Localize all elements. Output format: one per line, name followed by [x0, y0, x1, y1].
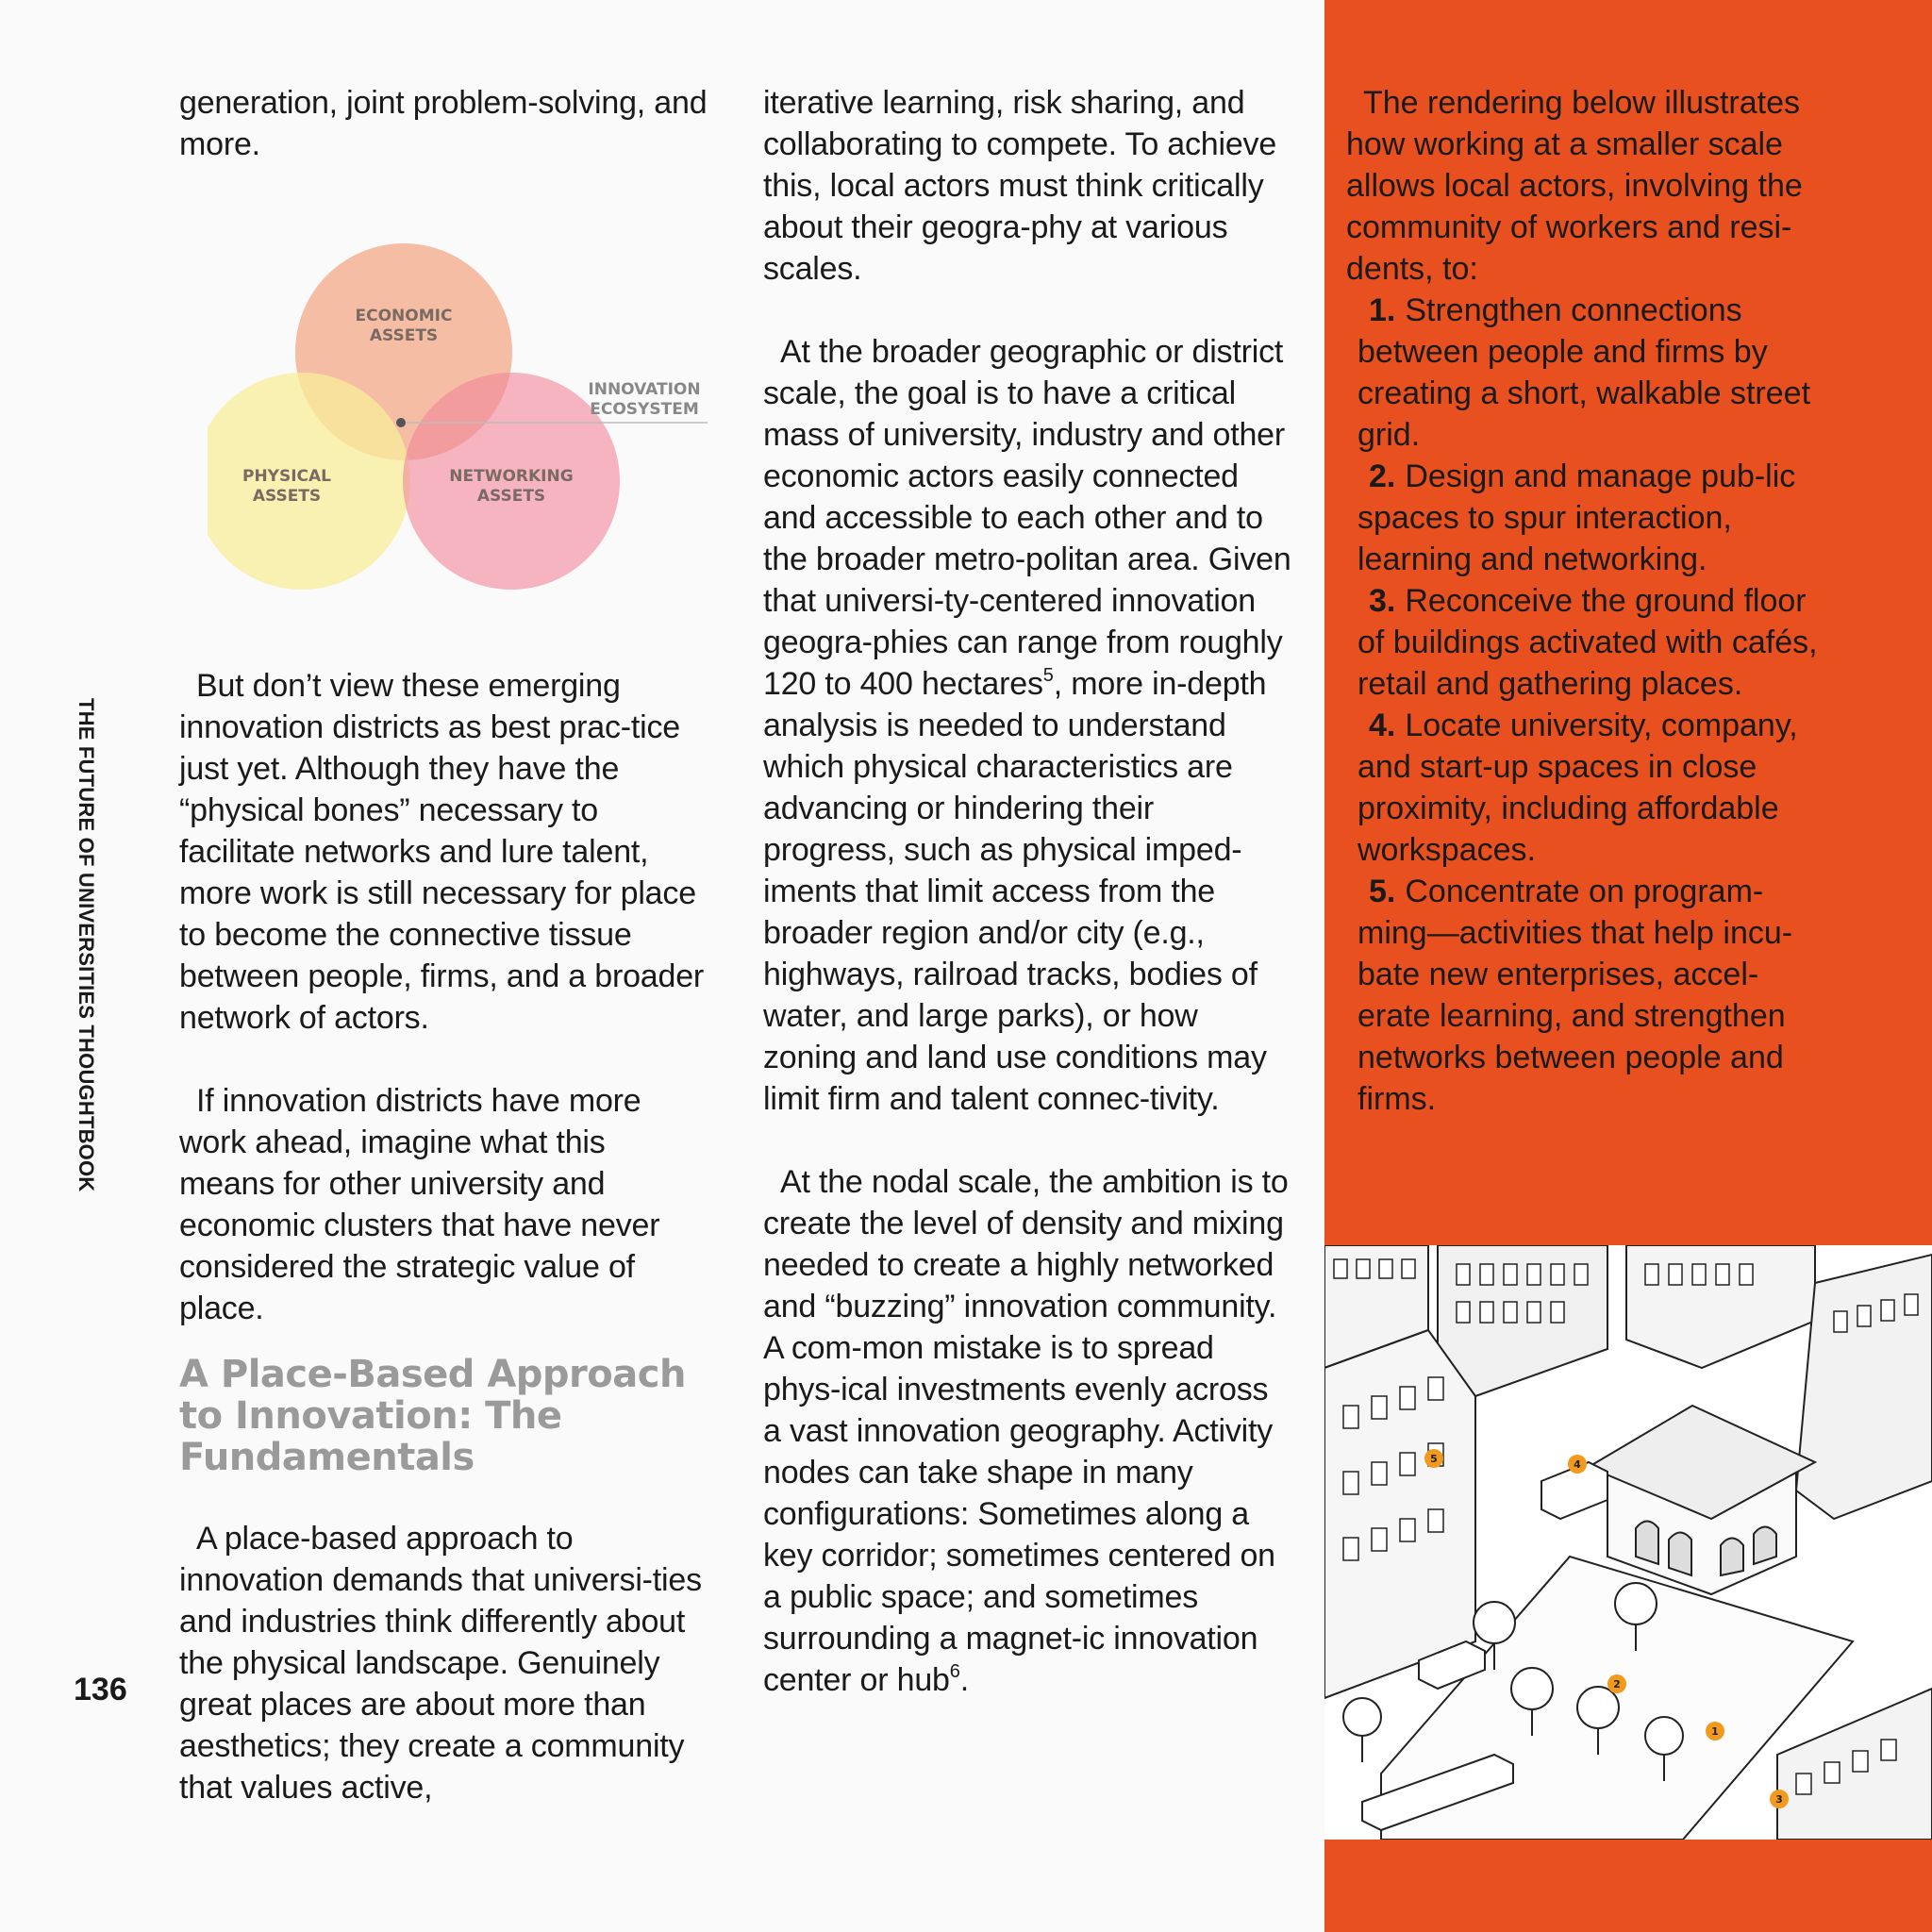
list-item: [1346, 871, 1827, 1120]
col1-paragraph-1: But don’t view these emerging innovation districts as best prac-tice just yet. Although they have the “physical bones” necessary to facilitate networks and lure talent, more work is still necessary for place to become the connective tissue between people, firms, and a broader network of actors.: [179, 668, 705, 1036]
economic-label-1: ECONOMIC: [355, 307, 453, 325]
physical-label-2: ASSETS: [252, 487, 322, 506]
list-number: 3.: [1369, 583, 1396, 619]
building-left: [1324, 1330, 1475, 1698]
list-text: Strengthen connections between people and firms by creating a short, walkable street grid.: [1357, 292, 1811, 453]
street-rendering-illustration: [1324, 1245, 1932, 1840]
list-item: [1346, 580, 1827, 705]
marker-4: 4: [1574, 1458, 1581, 1471]
col2-p1-text-a: At the broader geographic or district scale, the goal is to have a critical mass of university, industry and other economic actors easily connected and accessible to each other and to the broader metro-politan area. Given that universi-ty-centered innovation geogra-phies can range from roughly 120 to 400 hectares: [763, 334, 1291, 702]
list-number: 2.: [1369, 458, 1396, 494]
marker-1: 1: [1711, 1725, 1719, 1738]
col2-p2-text-b: .: [959, 1662, 969, 1698]
list-number: 4.: [1369, 708, 1396, 743]
list-text: Reconceive the ground floor of buildings activated with cafés, retail and gathering places.: [1357, 583, 1818, 702]
ecosystem-label-1: INNOVATION: [588, 380, 701, 399]
list-item: [1346, 290, 1827, 456]
list-item: [1346, 705, 1827, 871]
col1-paragraph-3: A place-based approach to innovation demands that universi-ties and industries think differently about the physical landscape. Genuinely great places are about more than aesthetics; they create a community that values active,: [179, 1521, 702, 1806]
footnote-6: 6: [949, 1661, 960, 1682]
col2-p1-text-b: , more in-depth analysis is needed to understand which physical characteristics are advancing or hindering their progress, such as physical imped-iments that limit access from the broader region and/or city (e.g., highways, railroad tracks, bodies of water, and large parks), or how zoning and land use conditions may limit firm and talent connec-tivity.: [763, 666, 1267, 1117]
list-text: Design and manage pub-lic spaces to spur interaction, learning and networking.: [1357, 458, 1796, 577]
text-column-1: [179, 82, 708, 1808]
page-number: 136: [74, 1672, 127, 1707]
marker-3: 3: [1775, 1793, 1783, 1806]
text-column-2: [763, 82, 1291, 1701]
ecosystem-label-2: ECOSYSTEM: [590, 400, 699, 419]
footnote-5: 5: [1042, 665, 1054, 686]
col1-paragraph-2: If innovation districts have more work ahead, imagine what this means for other university and economic clusters that have never considered the strategic value of place.: [179, 1083, 660, 1326]
marker-5: 5: [1430, 1453, 1438, 1465]
list-text: Locate university, company, and start-up spaces in close proximity, including affordable workspaces.: [1357, 708, 1798, 868]
list-number: 5.: [1369, 874, 1396, 909]
networking-label-2: ASSETS: [476, 487, 546, 506]
physical-label-1: PHYSICAL: [242, 467, 332, 486]
networking-label-1: NETWORKING: [449, 467, 574, 486]
col2-intro: iterative learning, risk sharing, and collaborating to compete. To achieve this, local actors must think critically about their geogra-phy at various scales.: [763, 85, 1277, 287]
marker-2: 2: [1613, 1678, 1621, 1690]
list-text: Concentrate on program-ming—activities that help incu-bate new enterprises, accel-erate learning, and strengthen networks between people and firms.: [1357, 874, 1793, 1117]
sidebar-intro: The rendering below illustrates how working at a smaller scale allows local actors, involving the community of workers and resi-dents, to:: [1346, 85, 1803, 287]
col2-paragraph-2: [763, 1161, 1291, 1701]
sidebar-text: [1346, 82, 1827, 1120]
economic-label-2: ASSETS: [369, 326, 439, 345]
spine-title: THE FUTURE OF UNIVERSITIES THOUGHTBOOK: [75, 698, 98, 1192]
list-item: [1346, 456, 1827, 580]
col2-p2-text-a: At the nodal scale, the ambition is to create the level of density and mixing needed to create a highly networked and “buzzing” innovation community. A com-mon mistake is to spread phys-ical investments evenly across a vast innovation geography. Activity nodes can take shape in many configurations: Sometimes along a key corridor; sometimes centered on a public space; and sometimes surrounding a magnet-ic innovation center or hub: [763, 1164, 1289, 1698]
list-number: 1.: [1369, 292, 1396, 328]
col2-paragraph-1: [763, 331, 1291, 1120]
section-heading: A Place-Based Approach to Innovation: The Fundamentals: [179, 1353, 686, 1479]
col1-intro: generation, joint problem-solving, and more.: [179, 85, 708, 162]
